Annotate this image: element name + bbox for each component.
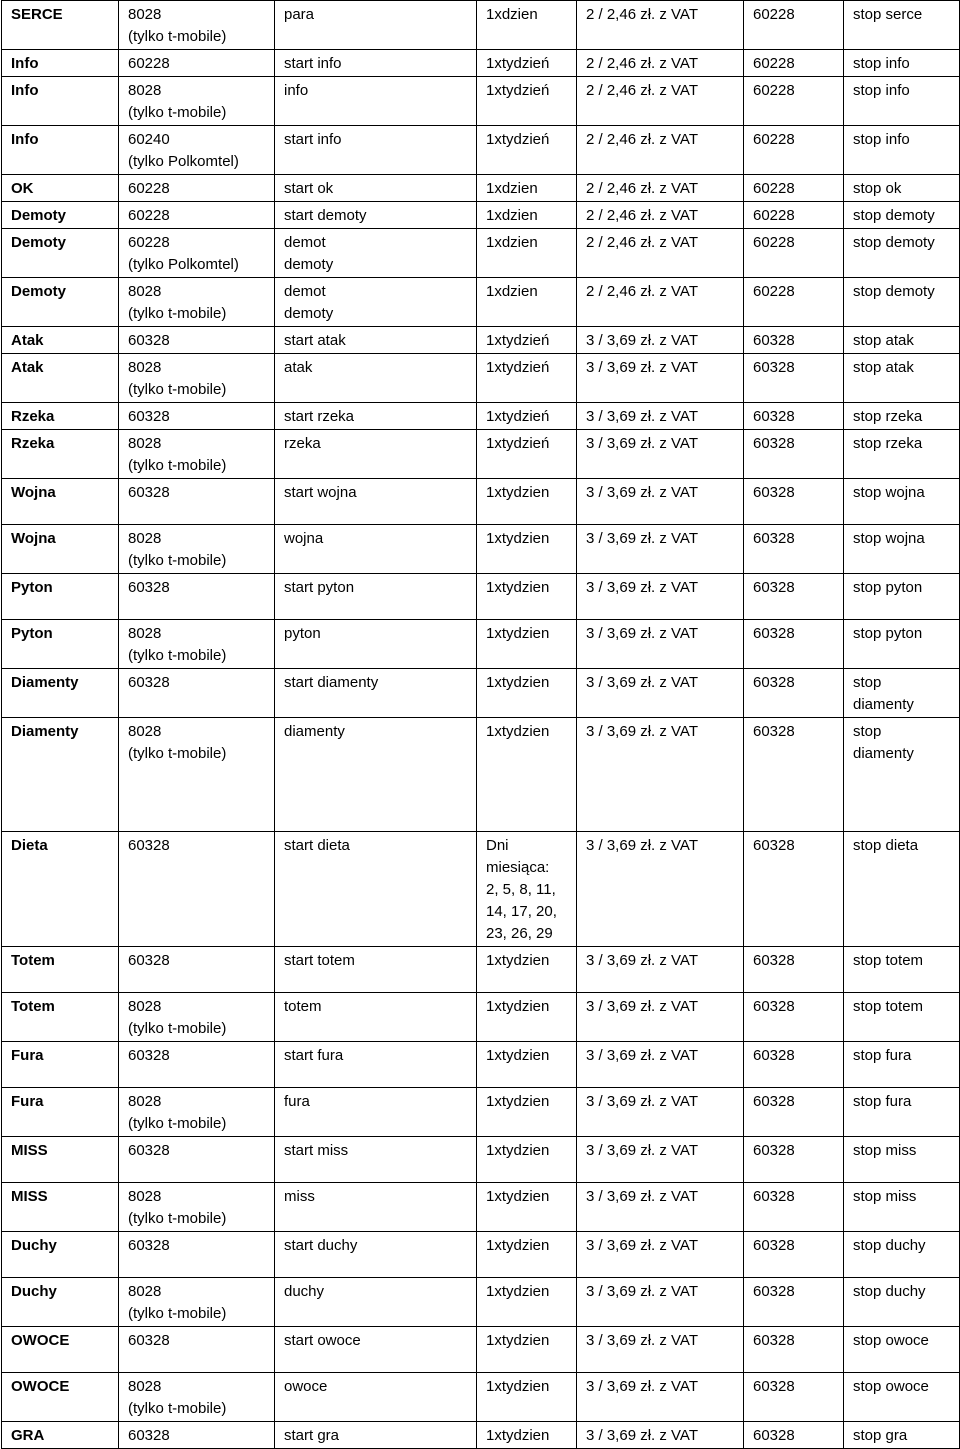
table-row [2, 832, 960, 947]
cell-stop-number: 60228 [744, 202, 844, 229]
cell-service-name: Atak [2, 354, 119, 403]
cell-frequency: 1xtydzień [477, 354, 577, 403]
cell-service-name: GRA [2, 1422, 119, 1449]
cell-price: 2 / 2,46 zł. z VAT [577, 278, 744, 327]
cell-start-command: atak [275, 354, 477, 403]
cell-service-name: MISS [2, 1183, 119, 1232]
cell-stop-number: 60328 [744, 1183, 844, 1232]
cell-frequency: 1xdzien [477, 1, 577, 50]
cell-stop-command: stop info [844, 77, 960, 126]
table-row [2, 175, 960, 202]
table-row [2, 669, 960, 718]
cell-frequency: 1xdzien [477, 229, 577, 278]
cell-sms-number: 8028 (tylko t-mobile) [119, 1088, 275, 1137]
table-row [2, 1232, 960, 1278]
cell-stop-number: 60228 [744, 1, 844, 50]
cell-service-name: Duchy [2, 1278, 119, 1327]
cell-service-name: Diamenty [2, 669, 119, 718]
cell-start-command: pyton [275, 620, 477, 669]
cell-stop-number: 60328 [744, 403, 844, 430]
sms-services-table [1, 0, 960, 1449]
cell-stop-command: stop wojna [844, 525, 960, 574]
table-row [2, 327, 960, 354]
cell-stop-number: 60328 [744, 1232, 844, 1278]
cell-service-name: Diamenty [2, 718, 119, 832]
cell-frequency: 1xtydzien [477, 620, 577, 669]
cell-stop-command: stop miss [844, 1183, 960, 1232]
cell-stop-number: 60328 [744, 1137, 844, 1183]
cell-sms-number: 60328 [119, 669, 275, 718]
cell-stop-command: stop duchy [844, 1278, 960, 1327]
cell-start-command: start demoty [275, 202, 477, 229]
cell-stop-number: 60328 [744, 1088, 844, 1137]
cell-service-name: Dieta [2, 832, 119, 947]
cell-stop-number: 60328 [744, 574, 844, 620]
cell-stop-number: 60328 [744, 669, 844, 718]
cell-sms-number: 60328 [119, 1327, 275, 1373]
cell-price: 3 / 3,69 zł. z VAT [577, 1373, 744, 1422]
cell-price: 3 / 3,69 zł. z VAT [577, 1183, 744, 1232]
cell-stop-command: stop duchy [844, 1232, 960, 1278]
table-row [2, 1042, 960, 1088]
cell-start-command: demot demoty [275, 229, 477, 278]
cell-service-name: OWOCE [2, 1327, 119, 1373]
cell-stop-command: stop fura [844, 1088, 960, 1137]
table-row [2, 77, 960, 126]
table-row [2, 574, 960, 620]
cell-frequency: 1xtydzień [477, 50, 577, 77]
cell-service-name: OK [2, 175, 119, 202]
cell-service-name: Totem [2, 947, 119, 993]
cell-frequency: 1xtydzień [477, 126, 577, 175]
table-row [2, 1373, 960, 1422]
cell-sms-number: 8028 (tylko t-mobile) [119, 718, 275, 832]
cell-sms-number: 8028 (tylko t-mobile) [119, 354, 275, 403]
cell-service-name: Info [2, 77, 119, 126]
table-body [2, 1, 960, 1449]
cell-price: 2 / 2,46 zł. z VAT [577, 175, 744, 202]
cell-frequency: 1xtydzień [477, 403, 577, 430]
table-row [2, 947, 960, 993]
table-row [2, 229, 960, 278]
cell-price: 3 / 3,69 zł. z VAT [577, 620, 744, 669]
cell-stop-command: stop demoty [844, 202, 960, 229]
cell-service-name: Rzeka [2, 403, 119, 430]
cell-stop-number: 60228 [744, 175, 844, 202]
cell-price: 3 / 3,69 zł. z VAT [577, 1137, 744, 1183]
table-row [2, 1, 960, 50]
cell-sms-number: 60328 [119, 403, 275, 430]
cell-price: 3 / 3,69 zł. z VAT [577, 479, 744, 525]
cell-stop-number: 60228 [744, 278, 844, 327]
cell-stop-number: 60328 [744, 832, 844, 947]
cell-stop-command: stop rzeka [844, 430, 960, 479]
cell-price: 3 / 3,69 zł. z VAT [577, 669, 744, 718]
cell-start-command: diamenty [275, 718, 477, 832]
cell-service-name: Fura [2, 1042, 119, 1088]
cell-sms-number: 8028 (tylko t-mobile) [119, 525, 275, 574]
cell-frequency: 1xtydzien [477, 947, 577, 993]
cell-sms-number: 60228 (tylko Polkomtel) [119, 229, 275, 278]
cell-frequency: 1xtydzien [477, 1088, 577, 1137]
cell-sms-number: 60328 [119, 832, 275, 947]
cell-price: 3 / 3,69 zł. z VAT [577, 574, 744, 620]
cell-price: 3 / 3,69 zł. z VAT [577, 1088, 744, 1137]
table-row [2, 50, 960, 77]
cell-frequency: 1xtydzien [477, 1042, 577, 1088]
cell-frequency: 1xtydzien [477, 1137, 577, 1183]
cell-price: 3 / 3,69 zł. z VAT [577, 947, 744, 993]
cell-service-name: OWOCE [2, 1373, 119, 1422]
cell-service-name: Pyton [2, 620, 119, 669]
cell-sms-number: 8028 (tylko t-mobile) [119, 1373, 275, 1422]
cell-stop-command: stop owoce [844, 1373, 960, 1422]
table-row [2, 1327, 960, 1373]
cell-stop-command: stop totem [844, 947, 960, 993]
cell-service-name: Totem [2, 993, 119, 1042]
cell-sms-number: 8028 (tylko t-mobile) [119, 1183, 275, 1232]
table-row [2, 1183, 960, 1232]
cell-frequency: 1xtydzień [477, 327, 577, 354]
cell-price: 3 / 3,69 zł. z VAT [577, 832, 744, 947]
table-row [2, 718, 960, 832]
cell-start-command: para [275, 1, 477, 50]
table-row [2, 354, 960, 403]
cell-stop-number: 60228 [744, 50, 844, 77]
cell-start-command: start info [275, 126, 477, 175]
cell-stop-command: stop totem [844, 993, 960, 1042]
cell-stop-command: stop atak [844, 327, 960, 354]
cell-frequency: Dni miesiąca: 2, 5, 8, 11, 14, 17, 20, 23, 26, 29 [477, 832, 577, 947]
cell-frequency: 1xtydzien [477, 525, 577, 574]
cell-price: 3 / 3,69 zł. z VAT [577, 1042, 744, 1088]
cell-frequency: 1xdzien [477, 175, 577, 202]
cell-stop-command: stop wojna [844, 479, 960, 525]
cell-start-command: totem [275, 993, 477, 1042]
cell-sms-number: 60328 [119, 1042, 275, 1088]
cell-stop-number: 60328 [744, 479, 844, 525]
cell-stop-command: stop miss [844, 1137, 960, 1183]
cell-stop-number: 60328 [744, 1327, 844, 1373]
cell-frequency: 1xtydzien [477, 669, 577, 718]
cell-frequency: 1xtydzień [477, 430, 577, 479]
cell-start-command: owoce [275, 1373, 477, 1422]
cell-stop-number: 60328 [744, 620, 844, 669]
cell-sms-number: 8028 (tylko t-mobile) [119, 77, 275, 126]
cell-start-command: fura [275, 1088, 477, 1137]
cell-start-command: start diamenty [275, 669, 477, 718]
table-row [2, 525, 960, 574]
table-row [2, 1422, 960, 1449]
cell-stop-command: stop info [844, 50, 960, 77]
cell-stop-command: stop gra [844, 1422, 960, 1449]
cell-stop-command: stop pyton [844, 574, 960, 620]
cell-sms-number: 60328 [119, 479, 275, 525]
table-row [2, 1137, 960, 1183]
cell-stop-number: 60328 [744, 947, 844, 993]
cell-stop-command: stop fura [844, 1042, 960, 1088]
cell-stop-command: stop diamenty [844, 669, 960, 718]
cell-stop-number: 60228 [744, 229, 844, 278]
table-row [2, 202, 960, 229]
cell-stop-number: 60328 [744, 1373, 844, 1422]
cell-frequency: 1xtydzien [477, 574, 577, 620]
cell-frequency: 1xdzien [477, 278, 577, 327]
cell-sms-number: 8028 (tylko t-mobile) [119, 993, 275, 1042]
cell-price: 3 / 3,69 zł. z VAT [577, 327, 744, 354]
cell-frequency: 1xtydzien [477, 1327, 577, 1373]
cell-start-command: start pyton [275, 574, 477, 620]
cell-stop-number: 60328 [744, 430, 844, 479]
cell-service-name: Wojna [2, 479, 119, 525]
cell-sms-number: 60328 [119, 327, 275, 354]
cell-start-command: start wojna [275, 479, 477, 525]
cell-start-command: miss [275, 1183, 477, 1232]
cell-sms-number: 60228 [119, 50, 275, 77]
cell-stop-command: stop demoty [844, 278, 960, 327]
cell-frequency: 1xdzien [477, 202, 577, 229]
cell-price: 2 / 2,46 zł. z VAT [577, 126, 744, 175]
cell-service-name: Demoty [2, 278, 119, 327]
cell-service-name: Demoty [2, 202, 119, 229]
cell-start-command: start dieta [275, 832, 477, 947]
cell-sms-number: 8028 (tylko t-mobile) [119, 1, 275, 50]
cell-price: 3 / 3,69 zł. z VAT [577, 718, 744, 832]
cell-sms-number: 8028 (tylko t-mobile) [119, 430, 275, 479]
cell-sms-number: 60328 [119, 574, 275, 620]
cell-frequency: 1xtydzien [477, 1422, 577, 1449]
cell-start-command: start duchy [275, 1232, 477, 1278]
cell-stop-number: 60228 [744, 77, 844, 126]
cell-price: 2 / 2,46 zł. z VAT [577, 1, 744, 50]
cell-stop-number: 60328 [744, 525, 844, 574]
cell-stop-command: stop dieta [844, 832, 960, 947]
cell-stop-number: 60328 [744, 718, 844, 832]
cell-sms-number: 60328 [119, 1422, 275, 1449]
cell-frequency: 1xtydzien [477, 993, 577, 1042]
cell-service-name: SERCE [2, 1, 119, 50]
cell-stop-number: 60328 [744, 1042, 844, 1088]
table-row [2, 278, 960, 327]
cell-sms-number: 60228 [119, 202, 275, 229]
cell-price: 3 / 3,69 zł. z VAT [577, 354, 744, 403]
cell-frequency: 1xtydzien [477, 718, 577, 832]
cell-service-name: Atak [2, 327, 119, 354]
cell-frequency: 1xtydzien [477, 479, 577, 525]
cell-sms-number: 60228 [119, 175, 275, 202]
cell-price: 3 / 3,69 zł. z VAT [577, 430, 744, 479]
cell-price: 2 / 2,46 zł. z VAT [577, 229, 744, 278]
cell-start-command: start owoce [275, 1327, 477, 1373]
cell-sms-number: 60240 (tylko Polkomtel) [119, 126, 275, 175]
cell-service-name: Pyton [2, 574, 119, 620]
cell-start-command: duchy [275, 1278, 477, 1327]
cell-price: 3 / 3,69 zł. z VAT [577, 993, 744, 1042]
cell-service-name: Rzeka [2, 430, 119, 479]
cell-sms-number: 60328 [119, 1137, 275, 1183]
cell-stop-command: stop serce [844, 1, 960, 50]
cell-price: 2 / 2,46 zł. z VAT [577, 50, 744, 77]
table-row [2, 126, 960, 175]
cell-price: 3 / 3,69 zł. z VAT [577, 403, 744, 430]
cell-stop-command: stop atak [844, 354, 960, 403]
cell-stop-number: 60328 [744, 993, 844, 1042]
cell-service-name: Duchy [2, 1232, 119, 1278]
cell-stop-command: stop diamenty [844, 718, 960, 832]
cell-sms-number: 60328 [119, 947, 275, 993]
cell-stop-command: stop demoty [844, 229, 960, 278]
table-row [2, 1278, 960, 1327]
cell-price: 2 / 2,46 zł. z VAT [577, 202, 744, 229]
cell-frequency: 1xtydzien [477, 1183, 577, 1232]
cell-start-command: start info [275, 50, 477, 77]
cell-service-name: MISS [2, 1137, 119, 1183]
cell-service-name: Info [2, 126, 119, 175]
cell-start-command: rzeka [275, 430, 477, 479]
cell-start-command: demot demoty [275, 278, 477, 327]
cell-start-command: start gra [275, 1422, 477, 1449]
cell-stop-number: 60328 [744, 327, 844, 354]
cell-stop-command: stop rzeka [844, 403, 960, 430]
cell-sms-number: 8028 (tylko t-mobile) [119, 620, 275, 669]
cell-stop-number: 60328 [744, 1422, 844, 1449]
cell-frequency: 1xtydzien [477, 1232, 577, 1278]
cell-start-command: start rzeka [275, 403, 477, 430]
cell-stop-number: 60228 [744, 126, 844, 175]
cell-price: 3 / 3,69 zł. z VAT [577, 525, 744, 574]
cell-start-command: start totem [275, 947, 477, 993]
cell-start-command: start ok [275, 175, 477, 202]
cell-price: 3 / 3,69 zł. z VAT [577, 1422, 744, 1449]
cell-service-name: Wojna [2, 525, 119, 574]
table-row [2, 479, 960, 525]
table-row [2, 430, 960, 479]
cell-price: 2 / 2,46 zł. z VAT [577, 77, 744, 126]
cell-stop-command: stop pyton [844, 620, 960, 669]
cell-frequency: 1xtydzien [477, 1373, 577, 1422]
table-row [2, 993, 960, 1042]
cell-start-command: start atak [275, 327, 477, 354]
cell-start-command: wojna [275, 525, 477, 574]
cell-service-name: Info [2, 50, 119, 77]
table-row [2, 403, 960, 430]
cell-frequency: 1xtydzień [477, 77, 577, 126]
cell-start-command: start miss [275, 1137, 477, 1183]
cell-sms-number: 8028 (tylko t-mobile) [119, 1278, 275, 1327]
cell-service-name: Demoty [2, 229, 119, 278]
cell-stop-command: stop ok [844, 175, 960, 202]
cell-price: 3 / 3,69 zł. z VAT [577, 1232, 744, 1278]
cell-sms-number: 60328 [119, 1232, 275, 1278]
cell-stop-number: 60328 [744, 1278, 844, 1327]
cell-price: 3 / 3,69 zł. z VAT [577, 1327, 744, 1373]
cell-stop-command: stop owoce [844, 1327, 960, 1373]
cell-sms-number: 8028 (tylko t-mobile) [119, 278, 275, 327]
table-row [2, 620, 960, 669]
cell-stop-number: 60328 [744, 354, 844, 403]
cell-service-name: Fura [2, 1088, 119, 1137]
cell-stop-command: stop info [844, 126, 960, 175]
cell-start-command: info [275, 77, 477, 126]
cell-price: 3 / 3,69 zł. z VAT [577, 1278, 744, 1327]
cell-start-command: start fura [275, 1042, 477, 1088]
cell-frequency: 1xtydzien [477, 1278, 577, 1327]
table-row [2, 1088, 960, 1137]
